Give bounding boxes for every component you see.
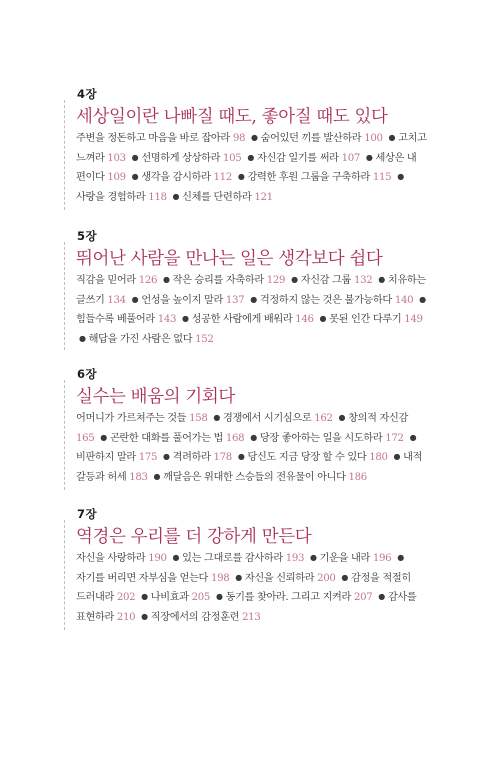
toc-entry-page: 178 [213,452,232,464]
toc-entry-title: 창의적 자신감 [348,413,408,424]
toc-entry-title: 깨달음은 위대한 스승들의 전유물이 아니다 [163,471,346,483]
toc-entry-page: 172 [385,432,404,444]
toc-entry-page: 168 [225,432,245,444]
toc-entry-title: 못된 인간 다루기 [329,314,402,326]
toc-entry-title: 작은 승리를 자축하라 [172,275,264,286]
chapter-6-section [0,366,500,496]
toc-entry-page: 210 [116,611,136,623]
toc-entry-page: 193 [285,553,305,564]
toc-entry-title: 감사를 표현하라 [76,592,417,623]
bullet-separator: ● [131,172,139,182]
toc-entry-title: 당장 좋아하는 일을 시도하라 [259,432,383,444]
toc-entry-page: 112 [213,172,232,184]
toc-entry-page: 180 [369,452,388,464]
toc-entry-title: 강력한 후원 그룹을 구축하라 [247,172,371,184]
bullet-separator: ● [172,553,180,562]
toc-entry-title: 자신을 신뢰하라 [244,572,315,584]
toc-entry-page: 103 [107,152,126,164]
bullet-separator: ● [378,592,385,602]
section-divider [64,520,65,630]
toc-entry[interactable] [245,573,336,584]
toc-entry-page: 205 [191,592,211,604]
toc-entry-page: 152 [195,333,214,345]
toc-entry[interactable] [247,172,391,183]
toc-entry[interactable] [151,592,210,603]
toc-entry-page: 129 [266,275,286,286]
toc-entry-title: 있는 그대로를 감사하라 [182,553,283,564]
toc-entry[interactable] [192,314,314,325]
chapter-4-section [0,86,500,216]
toc-entry-page: 143 [157,314,177,326]
toc-entry[interactable] [76,553,167,564]
bullet-separator: ● [393,452,401,462]
toc-entry[interactable] [173,452,232,463]
bullet-separator: ● [365,152,373,162]
toc-entry-page: 132 [353,275,373,286]
toc-entry-page: 162 [314,413,333,424]
toc-entry-title: 동기를 찾아라. 그리고 지켜라 [225,592,352,604]
chapter-entries [76,129,429,207]
toc-entry-title: 경쟁에서 시기심으로 [223,413,312,424]
chapter-entries [76,549,429,627]
bullet-separator: ● [291,275,298,284]
toc-entry-title: 직장에서의 감정훈련 [150,611,240,623]
chapter-label: 6장 [77,367,98,381]
bullet-separator: ● [182,314,189,324]
toc-entry-page: 158 [189,413,208,424]
toc-entry-page: 207 [353,592,373,604]
chapter-label: 7장 [77,507,98,521]
toc-entry[interactable] [260,295,413,306]
bullet-separator: ● [341,572,349,582]
toc-entry-title: 비판하지 말라 [76,452,136,464]
toc-entry-title: 생각을 감시하라 [141,172,211,184]
toc-entry-page: 146 [295,314,314,326]
toc-entry[interactable] [141,172,232,183]
toc-entry[interactable] [260,433,404,444]
bullet-separator: ● [215,592,223,602]
bullet-separator: ● [235,572,242,582]
toc-entry[interactable] [182,553,304,564]
toc-entry[interactable] [320,553,392,564]
chapter-title: 실수는 배움의 기회다 [76,387,235,407]
bullet-separator: ● [79,333,86,343]
toc-entry[interactable] [257,153,360,164]
toc-entry-title: 감정을 적절히 드러내라 [76,572,411,604]
chapter-title: 세상일이란 나빠질 때도, 좋아질 때도 있다 [76,107,388,127]
bullet-separator: ● [409,432,417,442]
toc-entry-page: 107 [341,152,360,164]
toc-entry-title: 힘들수록 베풀어라 [76,314,155,326]
bullet-separator: ● [338,413,346,422]
toc-entry-page: 118 [148,191,167,203]
toc-entry-page: 196 [372,553,392,564]
chapter-7-section [0,506,500,636]
toc-entry-title: 숨어있던 끼를 발산하라 [260,133,362,144]
toc-entry-title: 자신감 일기를 써라 [256,152,339,164]
toc-entry[interactable] [110,433,244,444]
toc-entry[interactable] [76,573,229,584]
bullet-separator: ● [163,275,170,284]
bullet-separator: ● [153,471,161,481]
toc-entry-title: 격려하라 [172,452,211,464]
bullet-separator: ● [141,592,148,602]
bullet-separator: ● [247,152,254,162]
bullet-separator: ● [250,133,258,142]
toc-entry-page: 109 [107,172,126,184]
toc-entry-title: 기운을 내라 [319,553,371,564]
toc-entry[interactable] [76,133,245,144]
toc-entry[interactable] [329,314,423,325]
toc-entry[interactable] [141,153,241,164]
chapter-title: 뛰어난 사람을 만나는 일은 생각보다 쉽다 [76,249,383,269]
chapter-label: 4장 [77,87,98,101]
bullet-separator: ● [131,152,139,162]
toc-entry-title: 치유하는 글쓰기 [76,275,426,306]
toc-entry-page: 200 [317,572,336,584]
toc-entry-page: 198 [210,572,230,584]
toc-entry-title: 자기를 버리면 자부심을 얻는다 [76,572,209,584]
toc-entry-title: 당신도 지금 당장 할 수 있다 [247,452,367,464]
toc-entry-page: 190 [148,553,167,564]
bullet-separator: ● [237,172,245,182]
toc-entry-title: 자신을 사랑하라 [76,553,146,564]
toc-entry[interactable] [89,334,214,345]
bullet-separator: ● [172,191,180,201]
bullet-separator: ● [237,452,245,462]
toc-entry[interactable] [163,472,367,483]
chapter-entries [76,409,429,487]
toc-entry[interactable] [247,452,387,463]
toc-entry-page: 175 [138,452,158,464]
chapter-title: 역경은 우리를 더 강하게 만든다 [76,527,312,547]
toc-entry-page: 115 [372,172,392,184]
toc-entry[interactable] [141,295,244,306]
toc-entry-page: 149 [404,314,423,326]
toc-entry-title: 내적 갈등과 허세 [76,452,423,483]
section-divider [64,100,65,210]
chapter-label: 5장 [77,229,98,243]
toc-entry[interactable] [301,275,373,286]
bullet-separator: ● [250,294,257,304]
bullet-separator: ● [131,294,139,304]
toc-entry[interactable] [173,275,286,286]
toc-entry-title: 고치고 느껴라 [76,133,427,164]
toc-entry[interactable] [76,192,167,203]
toc-entry[interactable] [76,314,176,325]
bullet-separator: ● [419,294,426,304]
toc-entry-title: 나비효과 [150,592,189,604]
toc-entry[interactable] [226,592,373,603]
toc-entry-page: 140 [394,294,414,306]
bullet-separator: ● [163,452,170,462]
bullet-separator: ● [310,553,317,562]
bullet-separator: ● [250,432,257,442]
bullet-separator: ● [141,611,148,621]
toc-entry-title: 신체를 단련하라 [182,191,252,203]
bullet-separator: ● [319,314,327,324]
toc-entry-page: 100 [364,133,383,144]
section-divider [64,380,65,490]
toc-entry[interactable] [261,133,383,144]
toc-entry-title: 해답을 가진 사람은 없다 [88,333,193,345]
bullet-separator: ● [388,133,396,142]
toc-entry-title: 세상은 내 편이다 [76,152,417,184]
bullet-separator: ● [378,275,385,284]
toc-entry-page: 126 [138,275,158,286]
toc-entry[interactable] [76,413,207,424]
toc-entry-page: 183 [129,471,148,483]
toc-entry-title: 자신감 그룹 [300,275,352,286]
toc-entry[interactable] [182,192,273,203]
chapter-5-section [0,228,500,356]
toc-entry-title: 선명하게 상상하라 [141,152,221,164]
toc-entry[interactable] [76,452,157,463]
toc-entry-page: 213 [242,611,261,623]
toc-entry-page: 186 [348,471,367,483]
bullet-separator: ● [397,553,404,562]
toc-entry-page: 202 [116,592,136,604]
toc-entry-title: 어머니가 가르쳐주는 것들 [76,413,187,424]
chapter-entries [76,271,429,349]
toc-entry-title: 성공한 사람에게 배워라 [191,314,293,326]
toc-entry-page: 105 [223,152,242,164]
toc-entry[interactable] [223,413,333,424]
toc-entry-page: 137 [225,294,245,306]
toc-entry-title: 걱정하지 않는 것은 불가능하다 [259,294,392,306]
toc-entry-page: 134 [107,294,126,306]
toc-entry-title: 곤란한 대화를 풀어가는 법 [109,432,224,444]
bullet-separator: ● [397,172,404,182]
toc-entry[interactable] [76,275,157,286]
toc-entry-page: 98 [232,133,246,144]
toc-entry-page: 165 [76,432,95,444]
bullet-separator: ● [213,413,221,422]
toc-entry-title: 사랑을 경험하라 [76,191,146,203]
toc-entry-title: 언성을 높이지 말라 [141,294,224,306]
toc-entry-title: 주변을 정돈하고 마음을 바로 잡아라 [76,133,230,144]
section-divider [64,242,65,350]
toc-entry-title: 직감을 믿어라 [76,275,136,286]
bullet-separator: ● [100,432,107,442]
toc-entry[interactable] [151,612,261,623]
toc-entry-page: 121 [254,191,273,203]
